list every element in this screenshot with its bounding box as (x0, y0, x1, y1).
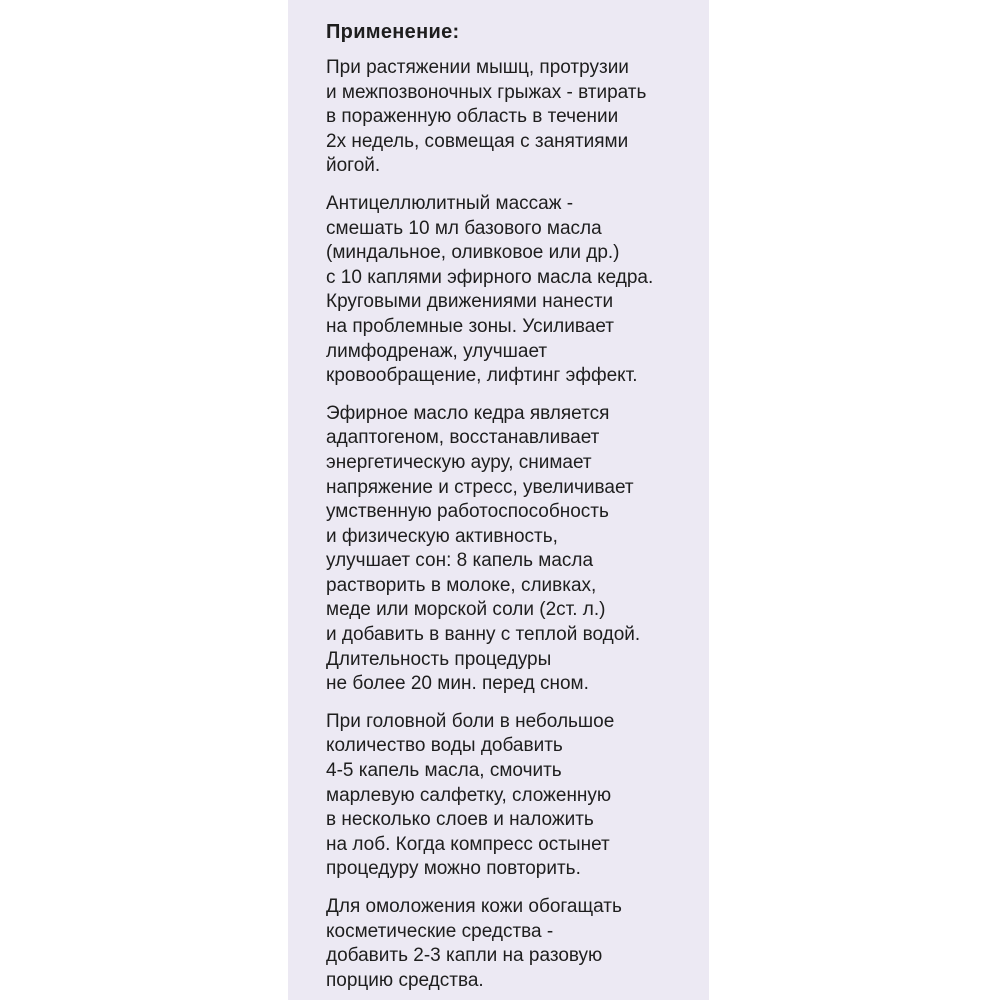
text-line: на проблемные зоны. Усиливает (326, 315, 614, 337)
text-line: и физическую активность, (326, 525, 558, 547)
text-line: в пораженную область в течении (326, 106, 619, 128)
text-line: добавить 2-3 капли на разовую (326, 945, 603, 967)
text-line: косметические средства - (326, 920, 554, 942)
text-line: умственную работоспособность (326, 501, 609, 523)
paragraph-adaptogen-bath (326, 402, 696, 697)
section-heading: Применение: (326, 21, 460, 43)
text-line: Антицеллюлитный массаж - (326, 192, 574, 214)
text-line: с 10 каплями эфирного масла кедра. (326, 266, 654, 288)
text-line: Круговыми движениями нанести (326, 291, 614, 313)
text-line: растворить в молоке, сливках, (326, 574, 597, 596)
paragraph-skin-rejuvenation (326, 895, 696, 993)
text-line: 4-5 капель масла, смочить (326, 760, 562, 782)
paragraph-muscle-strain (326, 56, 696, 179)
text-line: улучшает сон: 8 капель масла (326, 550, 594, 572)
text-line: (миндальное, оливковое или др.) (326, 242, 620, 264)
text-line: процедуру можно повторить. (326, 858, 581, 880)
text-line: Для омоложения кожи обогащать (326, 896, 622, 917)
text-line: и межпозвоночных грыжах - втирать (326, 81, 647, 103)
text-line: Эфирное масло кедра является (326, 402, 610, 424)
paragraph-anticellulite-massage (326, 192, 696, 389)
text-line: и добавить в ванну с теплой водой. (326, 624, 641, 646)
text-line: кровообращение, лифтинг эффект. (326, 365, 638, 387)
text-line: При растяжении мышц, протрузии (326, 57, 629, 78)
text-line: напряжение и стресс, увеличивает (326, 476, 634, 498)
instructions-content (326, 20, 696, 1000)
text-line: йогой. (326, 155, 381, 177)
text-line: меде или морской соли (2ст. л.) (326, 599, 606, 621)
text-line: энергетическую ауру, снимает (326, 451, 592, 473)
paragraph-headache-compress (326, 710, 696, 882)
text-line: на лоб. Когда компресс остынет (326, 833, 610, 855)
text-line: Длительность процедуры (326, 648, 552, 670)
text-line: марлевую салфетку, сложенную (326, 784, 612, 806)
text-line: лимфодренаж, улучшает (326, 340, 548, 362)
text-line: в несколько слоев и наложить (326, 809, 594, 831)
text-line: адаптогеном, восстанавливает (326, 427, 600, 449)
text-line: не более 20 мин. перед сном. (326, 673, 589, 695)
text-line: 2х недель, совмещая с занятиями (326, 130, 629, 152)
text-line: количество воды добавить (326, 735, 563, 757)
text-line: смешать 10 мл базового масла (326, 217, 602, 239)
text-line: При головной боли в небольшое (326, 710, 615, 732)
text-line: порцию средства. (326, 969, 484, 991)
